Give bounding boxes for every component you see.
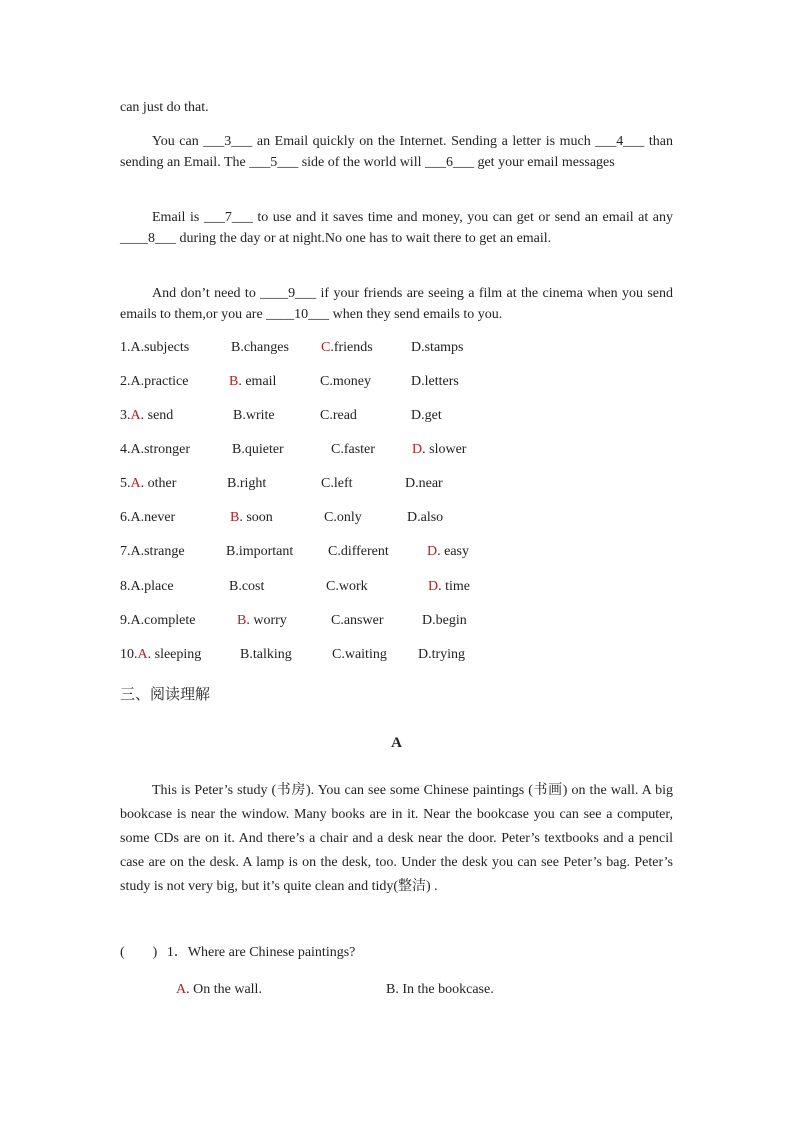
cloze-paragraph-3: And don’t need to ____9___ if your friends are seeing a film at the cinema when you send emails to them,or you are ____10___ when they send emails to you. [120,286,673,322]
answer-mark: D [412,442,423,457]
answer-mark: D [428,579,439,594]
question-1 [120,941,355,961]
cloze-line-0: can just do that. [120,100,209,115]
cloze-paragraph-1: You can ___3___ an Email quickly on the Internet. Sending a letter is much ___4___ than sending an Email. The ___5___ side of the world will ___6___ get your email messages [120,134,673,170]
question-1-text: 1．Where are Chinese paintings? [166,945,356,960]
section-title: 三、阅读理解 [120,685,211,703]
answer-mark: D [427,544,438,559]
answer-mark: B [229,374,239,389]
answer-mark: A [137,647,148,662]
passage-label: A [391,735,402,751]
question-1-option-b: B. In the bookcase. [386,982,494,997]
question-1-option-a: A. On the wall. [176,982,262,997]
answer-mark: B [230,510,240,525]
cloze-paragraph-2: Email is ___7___ to use and it saves time and money, you can get or send an email at any ____8___ during the day or at night.No one has to wait there to get an email. [120,210,673,246]
answer-mark: B [237,613,247,628]
answer-mark: A [176,982,187,997]
answer-bracket: ( ) [120,945,158,960]
answer-mark: A [130,408,141,423]
reading-passage: This is Peter’s study (书房). You can see some Chinese paintings (书画) on the wall. A big bookcase is near the window. Many books are in it. Near the bookcase you can see a computer, some CDs are on it. And there’s a chair and a desk near the door. Peter’s textbooks and a pencil case are on the desk. A lamp is on the desk, too. Under the desk you can see Peter’s bag. Peter’s study is not very big, but it’s quite clean and tidy(整洁) . [120,783,673,894]
answer-mark: A [130,476,141,491]
answer-mark: C [321,340,331,355]
